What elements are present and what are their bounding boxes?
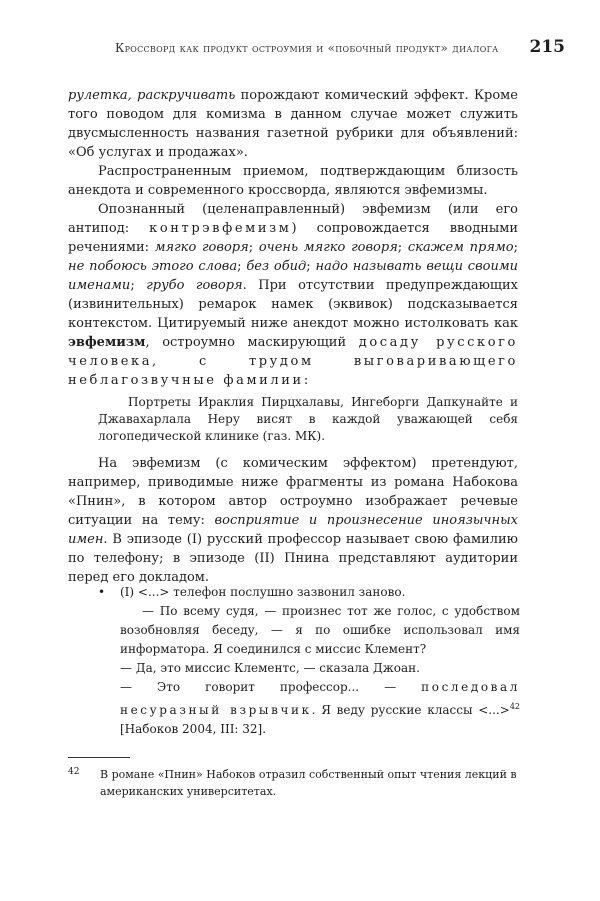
footnote-ref[interactable]: 42 xyxy=(509,702,520,711)
excerpt-line-3: — Да, это миссис Клементс, — сказала Джоан. xyxy=(120,661,420,675)
p3-phrase-5: без обид xyxy=(246,259,307,274)
p4-text-b: . В эпизоде (I) русский профессор называет свою фамилию по телефону; в эпизоде (II) Пнина представляют аудитории перед его докладом. xyxy=(68,532,518,585)
footnote-divider xyxy=(68,757,130,758)
paragraph-4 xyxy=(68,454,518,587)
page-number: 215 xyxy=(529,37,565,57)
p3-phrase-7: грубо говоря xyxy=(146,278,243,293)
italic-terms: рулетка, раскручивать xyxy=(68,88,236,103)
p4-italic-theme: восприятие и произнесение иноязычных имен xyxy=(68,513,518,547)
p3-phrase-2: очень мягко говоря xyxy=(258,240,398,255)
anecdote-quote: Портреты Ираклия Пирцхалавы, Ингеборги Дапкунайте и Джавахарлала Неру висят в каждой уважающей себя логопедической клинике (газ. МК). xyxy=(98,395,518,443)
excerpt-line-2: — По всему судя, — произнес тот же голос, с удобством возобновляя беседу, — я по ошибке использовал имя информатора. Я соединился с миссис Клемент? xyxy=(120,604,520,656)
p3-phrase-1: мягко говоря xyxy=(154,240,249,255)
p3-sep-4: ; xyxy=(237,259,247,274)
p3-text-c: . При отсутствии предупреждающих (извинительных) ремарок намек (эквивок) подсказывается контекстом. Цитируемый ниже анекдот можно истолковать как xyxy=(68,278,518,331)
p3-sep-2: ; xyxy=(397,240,408,255)
excerpt-spaced-phrase: последовал несуразный взрывчик xyxy=(120,680,520,717)
p3-phrase-6: надо называть вещи своими именами xyxy=(68,259,519,293)
p3-phrase-3: скажем прямо xyxy=(407,240,514,255)
running-header xyxy=(115,34,565,58)
excerpt-line-1 xyxy=(120,583,520,602)
p3-text-e: : xyxy=(303,373,309,388)
p3-sep-6: ; xyxy=(130,278,147,293)
p3-sep-5: ; xyxy=(306,259,316,274)
paragraph-3 xyxy=(68,200,518,390)
p3-phrase-4: не побоюсь этого слова xyxy=(68,259,238,274)
p3-sep-3: ; xyxy=(513,240,518,255)
excerpt-line-1-text: <...> телефон послушно зазвонил заново. xyxy=(134,585,406,599)
p3-spaced-term: контрэвфемизм xyxy=(149,221,292,236)
running-title: Кроссворд как продукт остроумия и «побочный продукт» диалога xyxy=(115,41,499,55)
footnote-number: 42 xyxy=(68,767,80,777)
bullet-icon: • xyxy=(98,585,106,599)
episode-label: (I) xyxy=(120,585,135,599)
paragraph-1 xyxy=(68,86,518,162)
footnote-text: В романе «Пнин» Набоков отразил собственный опыт чтения лекций в американских университетах. xyxy=(100,768,517,798)
p3-bold-term: эвфемизм xyxy=(68,335,146,350)
excerpt-line-4-a: — Это говорит профессор... — xyxy=(120,680,422,694)
paragraph-2: Распространенным приемом, подтверждающим близость анекдота и современного кроссворда, являются эвфемизмы. xyxy=(68,164,518,198)
paragraph-1-text: порождают комический эффект. Кроме того поводом для комизма в данном случае может служить двусмысленность названия газетной рубрики для объявлений: «Об услугах и продажах». xyxy=(68,88,518,160)
p4-text-a: На эвфемизм (с комическим эффектом) претендуют, например, приводимые ниже фрагменты из романа Набокова «Пнин», в котором автор остроумно изображает речевые ситуации на тему: xyxy=(68,456,518,528)
excerpt-text xyxy=(120,583,520,739)
p3-text-d: , остроумно маскирующий xyxy=(145,335,359,350)
excerpt-line-4 xyxy=(120,678,520,739)
p3-text-b: ) сопровождается вводными речениями: xyxy=(68,221,518,255)
excerpt-line-4-b: . Я веду русские классы <...> xyxy=(311,703,510,717)
p3-spaced-phrase: досаду русского человека, с трудом выговаривающего неблагозвучные фамилии xyxy=(68,335,518,388)
excerpt-line-4-c: [Набоков 2004, III: 32]. xyxy=(120,722,267,736)
p3-sep-1: ; xyxy=(248,240,259,255)
p3-text-a: Опознанный (целенаправленный) эвфемизм (или его антипод: xyxy=(68,202,518,236)
